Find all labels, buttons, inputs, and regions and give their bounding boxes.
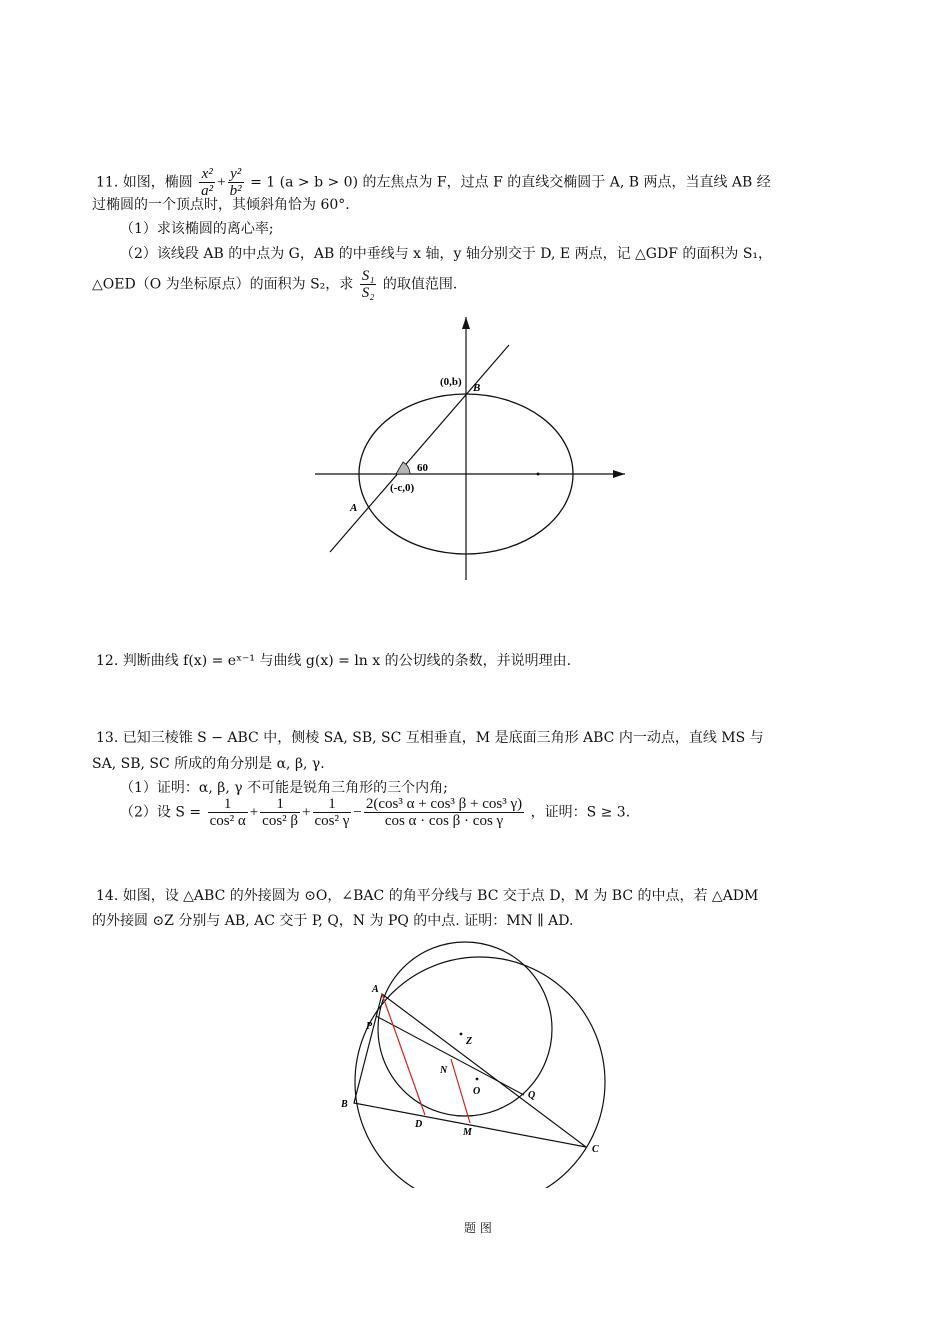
- label-fig-c: C: [592, 1144, 599, 1155]
- label-angle: 60: [417, 462, 428, 474]
- q12-text: 判断曲线 f(x) = eˣ⁻¹ 与曲线 g(x) = ln x 的公切线的条数，并说明理由.: [122, 653, 572, 669]
- label-fig-z: Z: [466, 1036, 473, 1047]
- circumcircle-o: [355, 957, 605, 1188]
- segment-ad: [382, 994, 425, 1115]
- ellipse-figure: [300, 305, 640, 595]
- q11-line2: 过椭圆的一个顶点时，其倾斜角恰为 60°.: [92, 197, 350, 213]
- label-fig-n: N: [440, 1065, 448, 1076]
- q14-text-a: 如图，设 △ABC 的外接圆为 ⊙O，∠BAC 的角平分线与 BC 交于点 D，M 为 BC 的中点，若 △ADM: [122, 888, 759, 904]
- focus-point: [537, 473, 540, 476]
- q13-part1: （1）证明：α, β, γ 不可能是锐角三角形的三个内角;: [120, 780, 448, 796]
- x-axis-arrow: [613, 470, 625, 478]
- point-z: [460, 1033, 463, 1036]
- label-fig-o: O: [473, 1086, 481, 1097]
- q13-line1: [96, 727, 764, 749]
- label-a: A: [350, 502, 358, 514]
- q11-part2-line2: [92, 268, 457, 301]
- segment-pq: [376, 1016, 524, 1095]
- y-axis-arrow: [462, 317, 470, 329]
- q13-part2-pre: （2）设 S =: [120, 804, 202, 821]
- term-gamma: $\frac{1}{\text{cos² γ}}$: [314, 796, 350, 829]
- q11-text-a: 如图，椭圆: [122, 174, 193, 191]
- q12-line: [96, 650, 571, 672]
- circle-z: [378, 942, 552, 1116]
- q14-line2: 的外接圆 ⊙Z 分别与 AB, AC 交于 P, Q，N 为 PQ 的中点. 证明：MN ∥ AD.: [92, 913, 574, 929]
- term-beta: $\frac{1}{\text{cos² β}}$: [262, 796, 299, 829]
- q14-number: 14.: [96, 888, 119, 904]
- label-fig-p: P: [366, 1021, 373, 1032]
- circle-figure: [330, 938, 620, 1188]
- term-cubic: $\frac{\text{2(cos³ α + cos³ β + cos³ γ)}}{\text{cos α · cos β · cos γ}}$: [365, 796, 523, 829]
- q13-part2: （2）设 S = $\frac{1}{\text{cos² α}}$ + $\frac{1}{\text{cos² β}}$ + $\frac{1}{\text{cos² γ}}$ − $\frac{\text{2(cos³ α + cos³ β + cos³ γ)}}{\text{cos α · cos β · cos γ}}$ ，证明：S ≥ 3.: [120, 796, 631, 829]
- label-fig-m: M: [463, 1127, 472, 1138]
- q11-number: 11.: [96, 174, 119, 191]
- point-o: [476, 1078, 479, 1081]
- q11-text-b: = 1 (a > b > 0) 的左焦点为 F，过点 F 的直线交椭圆于 A, B 两点，当直线 AB 经: [250, 174, 771, 191]
- label-focus: (-c,0): [390, 482, 415, 494]
- q13-part2-post: ，证明：S ≥ 3.: [530, 804, 631, 821]
- angle-marker: [396, 462, 410, 474]
- label-fig-a: A: [372, 984, 379, 995]
- q11-line1: 11. 如图，椭圆 $\frac{\text{x²}}{\text{a²}}$ + $\frac{\text{y²}}{\text{b²}}$ = 1 (a > b > 0) 的左焦点为 F，过点 F 的直线交椭圆于 A, B 两点，当直线 AB 经: [96, 166, 771, 199]
- term-alpha: $\frac{1}{\text{cos² α}}$: [209, 796, 246, 829]
- q12-number: 12.: [96, 653, 119, 669]
- q14-line1: [96, 885, 758, 907]
- q11-part2-tail: 的取值范围.: [382, 276, 458, 293]
- ratio-fraction: $\frac{\text{S₁}}{\text{S₂}}$: [361, 268, 375, 301]
- label-b: B: [473, 382, 481, 394]
- line-ab: [330, 345, 509, 552]
- ellipse-term-y: $\frac{\text{y²}}{\text{b²}}$: [229, 166, 242, 199]
- segment-nm: [451, 1059, 470, 1123]
- label-vertex: (0,b): [440, 376, 462, 388]
- label-fig-d: D: [415, 1119, 423, 1130]
- q11-part2-line1: （2）该线段 AB 的中点为 G，AB 的中垂线与 x 轴，y 轴分别交于 D, E 两点，记 △GDF 的面积为 S₁，: [120, 246, 773, 262]
- label-fig-b: B: [341, 1099, 348, 1110]
- q13-number: 13.: [96, 730, 119, 746]
- q13-line2: SA, SB, SC 所成的角分别是 α, β, γ.: [92, 756, 325, 772]
- q11-part1: （1）求该椭圆的离心率;: [120, 221, 274, 237]
- label-fig-q: Q: [528, 1090, 536, 1101]
- q13-text-a: 已知三棱锥 S − ABC 中，侧棱 SA, SB, SC 互相垂直，M 是底面三角形 ABC 内一动点，直线 MS 与: [122, 730, 764, 746]
- ellipse-term-x: $\frac{\text{x²}}{\text{a²}}$: [201, 166, 214, 199]
- figure-caption: 题 图: [464, 1221, 492, 1235]
- q11-part2-text: △OED（O 为坐标原点）的面积为 S₂，求: [92, 276, 354, 293]
